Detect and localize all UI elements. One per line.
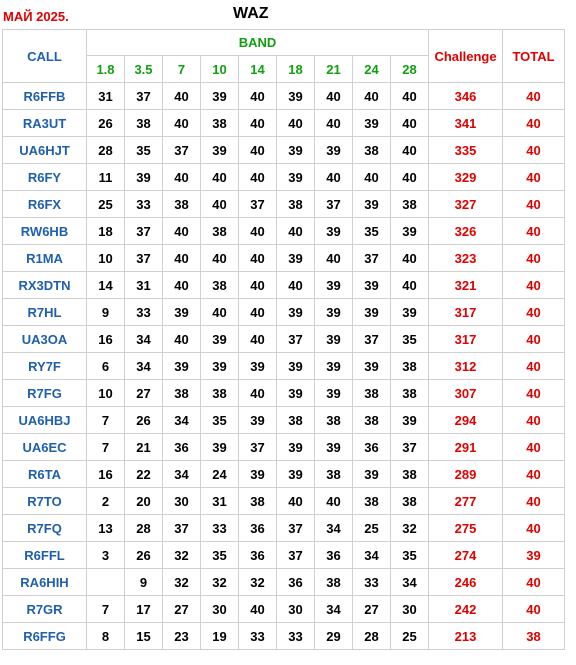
challenge-cell: 312 xyxy=(429,353,503,380)
challenge-cell: 246 xyxy=(429,569,503,596)
band-count-cell: 39 xyxy=(315,137,353,164)
band-count-cell: 38 xyxy=(391,488,429,515)
band-count-cell: 40 xyxy=(201,299,239,326)
band-count-cell: 38 xyxy=(201,272,239,299)
band-count-cell: 39 xyxy=(315,353,353,380)
callsign-cell: R6FFG xyxy=(3,623,87,650)
table-row xyxy=(3,299,565,326)
callsign-cell: UA6HBJ xyxy=(3,407,87,434)
total-cell: 40 xyxy=(503,137,565,164)
band-count-cell: 36 xyxy=(315,542,353,569)
band-count-cell: 40 xyxy=(391,83,429,110)
challenge-cell: 242 xyxy=(429,596,503,623)
band-count-cell: 34 xyxy=(391,569,429,596)
band-header-18: 18 xyxy=(277,56,315,83)
band-group-header: BAND xyxy=(87,30,429,56)
band-count-cell: 2 xyxy=(87,488,125,515)
band-count-cell: 23 xyxy=(163,623,201,650)
report-date: МАЙ 2025. xyxy=(3,9,69,24)
band-count-cell: 30 xyxy=(163,488,201,515)
band-count-cell: 39 xyxy=(201,137,239,164)
table-row xyxy=(3,488,565,515)
band-count-cell: 40 xyxy=(391,272,429,299)
band-header-3-5: 3.5 xyxy=(125,56,163,83)
band-count-cell: 29 xyxy=(315,623,353,650)
band-count-cell: 38 xyxy=(353,380,391,407)
callsign-cell: UA6HJT xyxy=(3,137,87,164)
band-count-cell: 38 xyxy=(163,191,201,218)
band-count-cell: 37 xyxy=(353,245,391,272)
band-count-cell: 39 xyxy=(201,353,239,380)
band-count-cell: 38 xyxy=(201,380,239,407)
challenge-cell: 289 xyxy=(429,461,503,488)
band-count-cell: 39 xyxy=(277,353,315,380)
band-count-cell: 25 xyxy=(353,515,391,542)
total-column-header: TOTAL xyxy=(503,30,565,83)
band-count-cell: 35 xyxy=(201,407,239,434)
band-count-cell: 7 xyxy=(87,407,125,434)
band-count-cell: 36 xyxy=(163,434,201,461)
band-count-cell: 40 xyxy=(239,218,277,245)
band-count-cell: 39 xyxy=(239,407,277,434)
band-count-cell: 40 xyxy=(277,218,315,245)
band-count-cell: 38 xyxy=(391,191,429,218)
band-count-cell: 39 xyxy=(315,272,353,299)
total-cell: 40 xyxy=(503,407,565,434)
band-count-cell: 14 xyxy=(87,272,125,299)
band-count-cell: 19 xyxy=(201,623,239,650)
band-count-cell: 39 xyxy=(201,326,239,353)
total-cell: 40 xyxy=(503,164,565,191)
band-count-cell: 33 xyxy=(125,191,163,218)
callsign-cell: R7HL xyxy=(3,299,87,326)
band-count-cell: 38 xyxy=(277,191,315,218)
band-count-cell: 38 xyxy=(353,407,391,434)
band-count-cell: 40 xyxy=(391,137,429,164)
band-count-cell: 35 xyxy=(391,542,429,569)
band-count-cell: 33 xyxy=(239,623,277,650)
challenge-cell: 321 xyxy=(429,272,503,299)
callsign-cell: R7GR xyxy=(3,596,87,623)
callsign-cell: RY7F xyxy=(3,353,87,380)
band-count-cell: 33 xyxy=(125,299,163,326)
callsign-cell: RX3DTN xyxy=(3,272,87,299)
band-count-cell: 35 xyxy=(353,218,391,245)
total-cell: 40 xyxy=(503,380,565,407)
band-count-cell: 39 xyxy=(315,380,353,407)
band-count-cell: 39 xyxy=(277,461,315,488)
band-count-cell: 39 xyxy=(391,299,429,326)
callsign-cell: R7TO xyxy=(3,488,87,515)
band-count-cell: 37 xyxy=(239,434,277,461)
band-count-cell: 38 xyxy=(239,488,277,515)
band-count-cell: 39 xyxy=(315,434,353,461)
total-cell: 40 xyxy=(503,326,565,353)
band-count-cell: 40 xyxy=(353,83,391,110)
band-count-cell: 37 xyxy=(315,191,353,218)
band-count-cell: 38 xyxy=(353,137,391,164)
band-count-cell: 40 xyxy=(239,326,277,353)
band-count-cell: 30 xyxy=(201,596,239,623)
total-cell: 39 xyxy=(503,542,565,569)
band-count-cell: 28 xyxy=(125,515,163,542)
band-count-cell: 38 xyxy=(315,461,353,488)
band-header-14: 14 xyxy=(239,56,277,83)
band-count-cell: 36 xyxy=(277,569,315,596)
table-row xyxy=(3,407,565,434)
challenge-cell: 294 xyxy=(429,407,503,434)
total-cell: 40 xyxy=(503,434,565,461)
band-header-10: 10 xyxy=(201,56,239,83)
band-count-cell: 40 xyxy=(239,299,277,326)
band-count-cell: 38 xyxy=(201,218,239,245)
table-row xyxy=(3,623,565,650)
band-count-cell: 39 xyxy=(391,218,429,245)
band-count-cell: 40 xyxy=(201,164,239,191)
band-count-cell: 17 xyxy=(125,596,163,623)
band-count-cell: 35 xyxy=(201,542,239,569)
page-header xyxy=(0,0,576,30)
challenge-cell: 277 xyxy=(429,488,503,515)
band-count-cell: 38 xyxy=(277,407,315,434)
band-count-cell: 40 xyxy=(239,137,277,164)
total-cell: 40 xyxy=(503,353,565,380)
table-row xyxy=(3,380,565,407)
table-row xyxy=(3,515,565,542)
band-count-cell: 28 xyxy=(353,623,391,650)
table-row xyxy=(3,434,565,461)
band-count-cell: 39 xyxy=(353,461,391,488)
band-count-cell: 36 xyxy=(239,515,277,542)
call-column-header: CALL xyxy=(3,30,87,83)
band-count-cell: 40 xyxy=(391,110,429,137)
challenge-cell: 274 xyxy=(429,542,503,569)
band-count-cell: 7 xyxy=(87,596,125,623)
band-count-cell: 35 xyxy=(125,137,163,164)
total-cell: 40 xyxy=(503,596,565,623)
band-count-cell: 31 xyxy=(201,488,239,515)
band-count-cell: 26 xyxy=(125,542,163,569)
band-count-cell: 38 xyxy=(315,569,353,596)
band-count-cell: 34 xyxy=(125,353,163,380)
band-count-cell: 10 xyxy=(87,245,125,272)
band-count-cell: 37 xyxy=(125,245,163,272)
band-count-cell: 38 xyxy=(201,110,239,137)
band-count-cell: 39 xyxy=(239,461,277,488)
band-count-cell: 40 xyxy=(277,272,315,299)
band-count-cell: 39 xyxy=(277,434,315,461)
band-count-cell: 27 xyxy=(125,380,163,407)
band-count-cell: 38 xyxy=(125,110,163,137)
band-count-cell: 10 xyxy=(87,380,125,407)
band-count-cell: 40 xyxy=(239,380,277,407)
band-count-cell: 40 xyxy=(163,83,201,110)
band-count-cell: 27 xyxy=(163,596,201,623)
band-count-cell: 34 xyxy=(163,407,201,434)
total-cell: 40 xyxy=(503,569,565,596)
challenge-column-header: Challenge xyxy=(429,30,503,83)
band-count-cell: 15 xyxy=(125,623,163,650)
band-count-cell: 34 xyxy=(315,596,353,623)
band-count-cell: 8 xyxy=(87,623,125,650)
band-count-cell: 37 xyxy=(277,326,315,353)
total-cell: 40 xyxy=(503,191,565,218)
total-cell: 40 xyxy=(503,299,565,326)
band-count-cell: 37 xyxy=(277,515,315,542)
band-count-cell: 16 xyxy=(87,461,125,488)
total-cell: 40 xyxy=(503,515,565,542)
total-cell: 40 xyxy=(503,461,565,488)
band-count-cell: 39 xyxy=(353,299,391,326)
table-row xyxy=(3,461,565,488)
band-count-cell: 39 xyxy=(201,83,239,110)
challenge-cell: 346 xyxy=(429,83,503,110)
band-count-cell: 40 xyxy=(163,110,201,137)
band-count-cell: 32 xyxy=(163,542,201,569)
band-count-cell: 40 xyxy=(277,488,315,515)
page-title: WAZ xyxy=(233,5,269,22)
band-count-cell: 27 xyxy=(353,596,391,623)
band-count-cell: 34 xyxy=(315,515,353,542)
band-count-cell: 38 xyxy=(391,353,429,380)
callsign-cell: RW6HB xyxy=(3,218,87,245)
table-row xyxy=(3,137,565,164)
callsign-cell: R6TA xyxy=(3,461,87,488)
band-count-cell: 26 xyxy=(125,407,163,434)
band-count-cell: 37 xyxy=(277,542,315,569)
table-row xyxy=(3,218,565,245)
band-count-cell: 31 xyxy=(87,83,125,110)
band-count-cell: 39 xyxy=(277,245,315,272)
band-count-cell: 40 xyxy=(391,164,429,191)
challenge-cell: 329 xyxy=(429,164,503,191)
band-count-cell: 40 xyxy=(163,245,201,272)
band-count-cell: 37 xyxy=(163,137,201,164)
band-count-cell: 37 xyxy=(391,434,429,461)
band-count-cell: 39 xyxy=(391,407,429,434)
band-count-cell: 36 xyxy=(239,542,277,569)
band-header-1-8: 1.8 xyxy=(87,56,125,83)
band-count-cell: 39 xyxy=(315,218,353,245)
callsign-cell: RA3UT xyxy=(3,110,87,137)
callsign-cell: R6FX xyxy=(3,191,87,218)
total-cell: 40 xyxy=(503,272,565,299)
band-count-cell: 40 xyxy=(163,326,201,353)
band-count-cell: 40 xyxy=(315,164,353,191)
band-count-cell: 34 xyxy=(125,326,163,353)
band-count-cell: 39 xyxy=(163,353,201,380)
table-row xyxy=(3,569,565,596)
challenge-cell: 335 xyxy=(429,137,503,164)
band-count-cell: 39 xyxy=(353,191,391,218)
total-cell: 40 xyxy=(503,488,565,515)
band-count-cell: 39 xyxy=(277,164,315,191)
band-count-cell: 38 xyxy=(163,380,201,407)
band-count-cell: 7 xyxy=(87,434,125,461)
band-count-cell: 39 xyxy=(163,299,201,326)
band-count-cell: 9 xyxy=(125,569,163,596)
callsign-cell: R6FY xyxy=(3,164,87,191)
band-count-cell: 34 xyxy=(163,461,201,488)
table-row xyxy=(3,272,565,299)
band-count-cell: 37 xyxy=(125,218,163,245)
band-header-7: 7 xyxy=(163,56,201,83)
challenge-cell: 291 xyxy=(429,434,503,461)
band-count-cell: 33 xyxy=(277,623,315,650)
band-count-cell: 16 xyxy=(87,326,125,353)
band-count-cell: 37 xyxy=(163,515,201,542)
callsign-cell: R6FFL xyxy=(3,542,87,569)
band-count-cell: 40 xyxy=(163,272,201,299)
band-count-cell: 40 xyxy=(201,191,239,218)
band-count-cell: 40 xyxy=(239,596,277,623)
band-count-cell: 40 xyxy=(277,110,315,137)
table-row xyxy=(3,245,565,272)
table-row xyxy=(3,83,565,110)
band-count-cell: 36 xyxy=(353,434,391,461)
band-count-cell: 39 xyxy=(315,326,353,353)
challenge-cell: 323 xyxy=(429,245,503,272)
total-cell: 40 xyxy=(503,245,565,272)
band-count-cell: 39 xyxy=(353,110,391,137)
band-count-cell: 32 xyxy=(201,569,239,596)
waz-standings-table xyxy=(2,29,565,650)
callsign-cell: R1MA xyxy=(3,245,87,272)
challenge-cell: 317 xyxy=(429,299,503,326)
band-count-cell: 34 xyxy=(353,542,391,569)
band-count-cell: 40 xyxy=(315,110,353,137)
band-count-cell: 25 xyxy=(87,191,125,218)
band-count-cell: 13 xyxy=(87,515,125,542)
band-header-21: 21 xyxy=(315,56,353,83)
band-count-cell: 39 xyxy=(353,272,391,299)
band-count-cell: 40 xyxy=(353,164,391,191)
total-cell: 38 xyxy=(503,623,565,650)
band-count-cell: 39 xyxy=(353,353,391,380)
callsign-cell: R7FG xyxy=(3,380,87,407)
band-count-cell: 20 xyxy=(125,488,163,515)
band-count-cell: 30 xyxy=(277,596,315,623)
band-count-cell: 31 xyxy=(125,272,163,299)
band-count-cell: 40 xyxy=(163,164,201,191)
callsign-cell: R6FFB xyxy=(3,83,87,110)
table-row xyxy=(3,326,565,353)
band-header-28: 28 xyxy=(391,56,429,83)
band-count-cell: 37 xyxy=(125,83,163,110)
band-count-cell: 38 xyxy=(391,461,429,488)
band-count-cell: 30 xyxy=(391,596,429,623)
band-count-cell: 39 xyxy=(277,137,315,164)
total-cell: 40 xyxy=(503,83,565,110)
band-count-cell: 40 xyxy=(315,245,353,272)
band-count-cell: 40 xyxy=(315,488,353,515)
band-count-cell: 3 xyxy=(87,542,125,569)
band-count-cell: 40 xyxy=(239,164,277,191)
band-count-cell: 32 xyxy=(239,569,277,596)
band-count-cell xyxy=(87,569,125,596)
challenge-cell: 327 xyxy=(429,191,503,218)
table-row xyxy=(3,353,565,380)
band-count-cell: 6 xyxy=(87,353,125,380)
total-cell: 40 xyxy=(503,218,565,245)
band-count-cell: 22 xyxy=(125,461,163,488)
band-count-cell: 9 xyxy=(87,299,125,326)
band-count-cell: 38 xyxy=(353,488,391,515)
band-count-cell: 38 xyxy=(315,407,353,434)
band-count-cell: 28 xyxy=(87,137,125,164)
band-count-cell: 25 xyxy=(391,623,429,650)
band-count-cell: 37 xyxy=(353,326,391,353)
band-count-cell: 40 xyxy=(163,218,201,245)
band-count-cell: 40 xyxy=(239,245,277,272)
callsign-cell: R7FQ xyxy=(3,515,87,542)
callsign-cell: RA6HIH xyxy=(3,569,87,596)
band-count-cell: 21 xyxy=(125,434,163,461)
band-count-cell: 40 xyxy=(239,110,277,137)
band-count-cell: 26 xyxy=(87,110,125,137)
band-count-cell: 40 xyxy=(239,272,277,299)
band-count-cell: 40 xyxy=(391,245,429,272)
band-count-cell: 35 xyxy=(391,326,429,353)
band-count-cell: 11 xyxy=(87,164,125,191)
band-count-cell: 40 xyxy=(239,83,277,110)
band-count-cell: 39 xyxy=(125,164,163,191)
table-row xyxy=(3,191,565,218)
band-count-cell: 38 xyxy=(391,380,429,407)
challenge-cell: 326 xyxy=(429,218,503,245)
band-count-cell: 40 xyxy=(201,245,239,272)
band-count-cell: 39 xyxy=(239,353,277,380)
table-row xyxy=(3,110,565,137)
challenge-cell: 307 xyxy=(429,380,503,407)
total-cell: 40 xyxy=(503,110,565,137)
band-count-cell: 18 xyxy=(87,218,125,245)
band-count-cell: 39 xyxy=(277,380,315,407)
band-count-cell: 24 xyxy=(201,461,239,488)
band-count-cell: 33 xyxy=(201,515,239,542)
table-row xyxy=(3,164,565,191)
band-count-cell: 39 xyxy=(201,434,239,461)
band-header-24: 24 xyxy=(353,56,391,83)
band-count-cell: 37 xyxy=(239,191,277,218)
callsign-cell: UA6EC xyxy=(3,434,87,461)
table-row xyxy=(3,542,565,569)
challenge-cell: 317 xyxy=(429,326,503,353)
challenge-cell: 213 xyxy=(429,623,503,650)
band-count-cell: 32 xyxy=(391,515,429,542)
band-count-cell: 39 xyxy=(277,83,315,110)
challenge-cell: 275 xyxy=(429,515,503,542)
band-count-cell: 33 xyxy=(353,569,391,596)
table-row xyxy=(3,596,565,623)
band-count-cell: 39 xyxy=(315,299,353,326)
band-count-cell: 40 xyxy=(315,83,353,110)
callsign-cell: UA3OA xyxy=(3,326,87,353)
band-count-cell: 32 xyxy=(163,569,201,596)
challenge-cell: 341 xyxy=(429,110,503,137)
band-count-cell: 39 xyxy=(277,299,315,326)
